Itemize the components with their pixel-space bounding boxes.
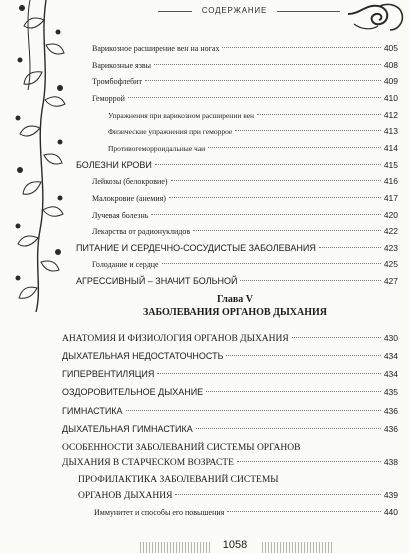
toc-entry-title: Малокровие (анемия) xyxy=(92,194,166,203)
dot-leader xyxy=(226,355,380,356)
dot-leader xyxy=(292,337,381,338)
dot-leader xyxy=(237,461,381,462)
toc-entry-title: ДЫХАТЕЛЬНАЯ НЕДОСТАТОЧНОСТЬ xyxy=(62,351,224,361)
toc-entry-title: ГИМНАСТИКА xyxy=(62,406,123,416)
toc-entry-title: АГРЕССИВНЫЙ – ЗНАЧИТ БОЛЬНОЙ xyxy=(76,276,238,286)
dot-leader xyxy=(222,47,380,48)
toc-entry xyxy=(94,507,398,517)
toc-entry-title: Варикозные язвы xyxy=(92,61,152,70)
toc-entry-page: 420 xyxy=(383,210,398,220)
dot-leader xyxy=(208,147,381,148)
toc-entry-title: Варикозное расширение вен на ногах xyxy=(92,44,220,53)
dot-leader xyxy=(157,373,380,374)
toc-entry-page: 412 xyxy=(383,110,398,120)
toc-entry-title: Физические упражнения при геморрое xyxy=(108,127,233,136)
dot-leader xyxy=(196,428,381,429)
toc-entry-page: 422 xyxy=(383,226,398,236)
toc-entry-title: ОЗДОРОВИТЕЛЬНОЕ ДЫХАНИЕ xyxy=(62,387,204,397)
toc-entry-page: 436 xyxy=(383,424,398,434)
toc-entry-title: Голодание и сердце xyxy=(92,260,159,269)
toc-entry xyxy=(92,176,398,186)
chapter-label: Глава V xyxy=(217,294,253,305)
toc-entry xyxy=(92,193,398,203)
toc-entry-title: БОЛЕЗНИ КРОВИ xyxy=(76,160,152,170)
dot-leader xyxy=(206,391,381,392)
toc-entry-title: ОСОБЕННОСТИ ЗАБОЛЕВАНИЙ СИСТЕМЫ ОРГАНОВ xyxy=(62,443,301,453)
dot-leader xyxy=(171,180,381,181)
toc-entry-page: 410 xyxy=(383,93,398,103)
toc-entry-title: ПРОФИЛАКТИКА ЗАБОЛЕВАНИЙ СИСТЕМЫ xyxy=(78,475,279,485)
toc-entry-page: 415 xyxy=(383,160,398,170)
toc-entry-page: 414 xyxy=(383,143,398,153)
toc-entry-page: 430 xyxy=(383,333,398,343)
toc-entry-title: ПИТАНИЕ И СЕРДЕЧНО-СОСУДИСТЫЕ ЗАБОЛЕВАНИЯ xyxy=(76,243,316,253)
dot-leader xyxy=(151,214,380,215)
dot-leader xyxy=(240,280,380,281)
toc-entry-title: Лекарства от радионуклидов xyxy=(92,227,191,236)
toc-entry xyxy=(92,93,398,103)
dot-leader xyxy=(145,80,381,81)
toc-entry xyxy=(76,160,398,170)
toc-entry-page: 409 xyxy=(383,76,398,86)
toc-entry-title: ГИПЕРВЕНТИЛЯЦИЯ xyxy=(62,369,155,379)
dot-leader xyxy=(319,247,381,248)
toc-entry xyxy=(76,243,398,253)
toc-entry xyxy=(92,210,398,220)
dot-leader xyxy=(126,410,381,411)
toc-entry-page: 425 xyxy=(383,259,398,269)
toc-entry xyxy=(62,424,398,434)
toc-entry xyxy=(92,43,398,53)
dot-leader xyxy=(155,164,381,165)
toc-entry xyxy=(108,126,398,136)
toc-entry-title: Геморрой xyxy=(92,94,125,103)
dot-leader xyxy=(162,263,381,264)
toc-entry xyxy=(62,406,398,416)
chapter-title: ЗАБОЛЕВАНИЯ ОРГАНОВ ДЫХАНИЯ xyxy=(142,307,327,318)
toc-entry xyxy=(78,475,398,485)
dot-leader xyxy=(175,494,380,495)
toc-entry-title: Упражнения при варикозном расширении вен xyxy=(108,111,255,120)
dot-leader xyxy=(257,114,381,115)
toc-entry-title: Тромбофлебит xyxy=(92,77,142,86)
toc-entry-page: 427 xyxy=(383,276,398,286)
toc-entry-page: 434 xyxy=(383,351,398,361)
header-title: СОДЕРЖАНИЕ xyxy=(192,4,277,18)
toc-entry-page: 416 xyxy=(383,176,398,186)
toc-entry-title: Иммунитет и способы его повышения xyxy=(94,508,225,517)
toc-entry xyxy=(108,110,398,120)
toc-entry-title: АНАТОМИЯ И ФИЗИОЛОГИЯ ОРГАНОВ ДЫХАНИЯ xyxy=(62,334,289,344)
toc-entry-page: 405 xyxy=(383,43,398,53)
toc-entry-page: 413 xyxy=(383,126,398,136)
toc-entry xyxy=(78,490,398,501)
toc-entry xyxy=(108,143,398,153)
toc-entry-title: Лучевая болезнь xyxy=(92,211,149,220)
toc-entry-title: ДЫХАТЕЛЬНАЯ ГИМНАСТИКА xyxy=(62,424,193,434)
toc-entry xyxy=(76,276,398,286)
toc-entry xyxy=(92,226,398,236)
toc-entry-title: Лейкозы (белокровие) xyxy=(92,177,168,186)
toc-entry xyxy=(62,369,398,379)
toc-entry xyxy=(62,387,398,397)
toc-entry-page: 440 xyxy=(383,507,398,517)
toc-entry xyxy=(92,76,398,86)
toc-entry-page: 436 xyxy=(383,406,398,416)
toc-entry-page: 434 xyxy=(383,369,398,379)
toc-entry-page: 439 xyxy=(383,490,398,500)
dot-leader xyxy=(154,64,381,65)
toc-entry xyxy=(62,443,398,453)
toc-entry-title: ДЫХАНИЯ В СТАРЧЕСКОМ ВОЗРАСТЕ xyxy=(62,458,234,468)
toc-entry xyxy=(62,351,398,361)
toc-entry-title: Противогеморроидальные чаи xyxy=(108,144,206,153)
dot-leader xyxy=(128,97,381,98)
vine-ornament-icon xyxy=(0,0,74,312)
dot-leader xyxy=(235,130,381,131)
dot-leader xyxy=(169,197,381,198)
swirl-ornament-icon xyxy=(346,0,404,34)
toc-entry-page: 423 xyxy=(383,243,398,253)
toc-entry-page: 417 xyxy=(383,193,398,203)
toc-entry-page: 435 xyxy=(383,387,398,397)
toc-entry-page: 408 xyxy=(383,60,398,70)
dot-leader xyxy=(227,511,380,512)
toc-entry-title: ОРГАНОВ ДЫХАНИЯ xyxy=(78,491,173,501)
toc-entry xyxy=(62,457,398,468)
toc-entry xyxy=(62,333,398,344)
toc-entry xyxy=(92,259,398,269)
toc-entry xyxy=(92,60,398,70)
dot-leader xyxy=(193,230,381,231)
toc-entry-page: 438 xyxy=(383,457,398,467)
page-number: 1058 xyxy=(222,539,248,551)
